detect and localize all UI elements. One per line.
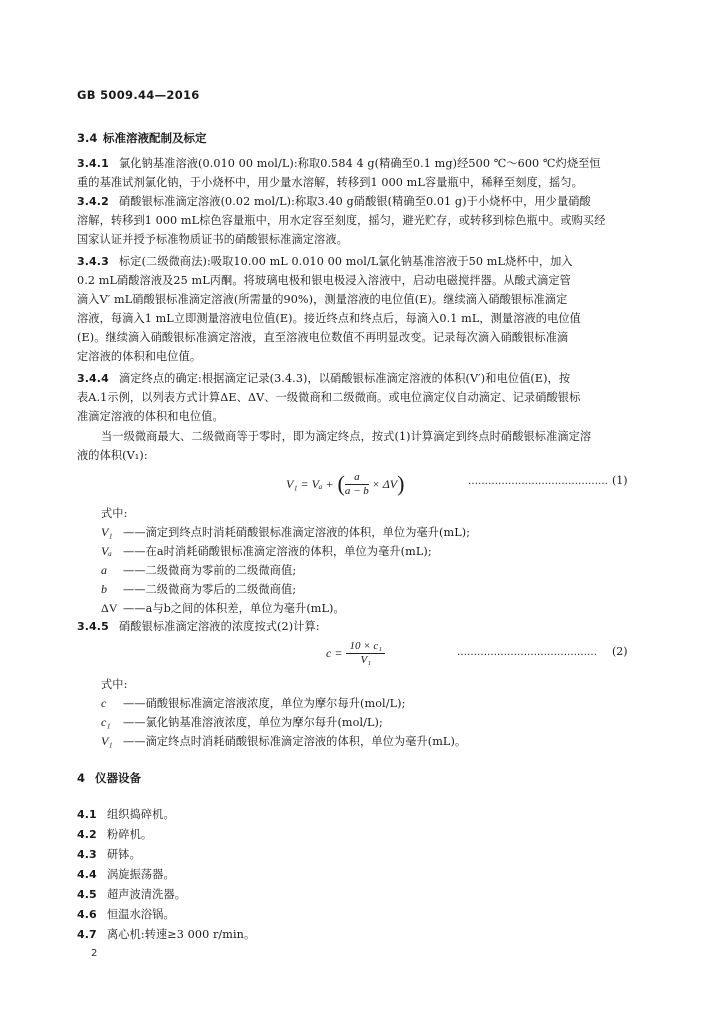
- formula-2-leader: ……………………………………: [457, 647, 597, 658]
- clause-number: 3.4.5: [77, 620, 109, 633]
- clause-3-4-3-line4: 溶液，每滴入1 mL立即测量溶液电位值(E)。接近终点和终点后，每滴入0.1 mL，测量溶液的电位值: [77, 312, 581, 325]
- variable-symbol: ΔV: [101, 601, 118, 615]
- variable-def-row: [101, 523, 470, 542]
- clause-3-4-4-line3: 准滴定溶液的体积和电位值。: [77, 410, 224, 423]
- variable-description: ——滴定到终点时消耗硝酸银标准滴定溶液的体积，单位为毫升(mL);: [123, 526, 471, 539]
- variable-symbol: V₁: [101, 734, 113, 748]
- clause-3-4-4-para2-line2: 液的体积(V₁):: [77, 449, 148, 462]
- item-text: 离心机:转速≥3 000 r/min。: [107, 928, 256, 941]
- formula-times: × ΔV: [371, 476, 398, 491]
- item-number: 4.7: [77, 928, 97, 941]
- item-text: 超声波清洗器。: [107, 888, 187, 901]
- equipment-item: [77, 926, 255, 944]
- item-number: 4.6: [77, 908, 97, 921]
- item-number: 4.3: [77, 848, 97, 861]
- item-text: 组织捣碎机。: [107, 808, 175, 821]
- clause-3-4-2-line3: 国家认证并授予标准物质证书的硝酸银标准滴定溶液。: [77, 233, 348, 246]
- formula-1-leader: ……………………………………: [468, 476, 608, 487]
- clause-3-4-4-para2-line1: 当一级微商最大、二级微商等于零时，即为滴定终点，按式(1)计算滴定到终点时硝酸银标准滴定溶: [101, 430, 592, 443]
- variable-def-row: [101, 599, 345, 618]
- fraction-numerator: a: [345, 471, 369, 485]
- clause-3-4-2-line1: [77, 193, 591, 211]
- clause-text: 滴定终点的确定:根据滴定记录(3.4.3)，以硝酸银标准滴定溶液的体积(V′)和电位值(E)，按: [119, 372, 571, 385]
- section-heading-3-4: [77, 130, 207, 146]
- page-number: 2: [91, 948, 98, 959]
- formula-2: [326, 636, 385, 670]
- variable-symbol: V₁: [101, 525, 113, 539]
- clause-text: 氯化钠基准溶液(0.010 00 mol/L):称取0.584 4 g(精确至0.1 mg)经500 ℃～600 ℃灼烧至恒: [119, 157, 601, 170]
- item-text: 粉碎机。: [107, 828, 153, 841]
- clause-text: 硝酸银标准滴定溶液(0.02 mol/L):称取3.40 g硝酸银(精确至0.01 g)于小烧杯中，用少量硝酸: [119, 195, 591, 208]
- variable-def-row: [101, 713, 383, 732]
- variable-description: ——滴定终点时消耗硝酸银标准滴定溶液的体积，单位为毫升(mL)。: [123, 735, 467, 748]
- standard-code: GB 5009.44—2016: [77, 88, 200, 102]
- clause-3-4-3-line5: (E)。继续滴入硝酸银标准滴定溶液，直至溶液电位数值不再明显改变。记录每次滴入硝酸银标准滴: [77, 331, 569, 344]
- formula-lhs: V₁ = Vₐ +: [286, 476, 334, 491]
- variable-symbol: a: [101, 563, 108, 577]
- item-number: 4.1: [77, 808, 97, 821]
- variable-def-row: [101, 561, 296, 580]
- clause-number: 3.4.4: [77, 372, 109, 385]
- section-number: 3.4: [77, 131, 98, 145]
- formula-lhs: c =: [326, 645, 343, 660]
- variable-description: ——在a时消耗硝酸银标准滴定溶液的体积，单位为毫升(mL);: [123, 545, 432, 558]
- variable-description: ——a与b之间的体积差，单位为毫升(mL)。: [123, 602, 345, 615]
- clause-number: 3.4.3: [77, 255, 109, 268]
- item-number: 4.4: [77, 868, 97, 881]
- item-number: 4.5: [77, 888, 97, 901]
- clause-3-4-3-line1: [77, 253, 573, 271]
- equipment-item: [77, 846, 141, 864]
- clause-3-4-4-line2: 表A.1示例，以列表方式计算ΔE、ΔV、一级微商和二级微商。或电位滴定仪自动滴定、记录硝酸银标: [77, 391, 581, 404]
- variable-symbol: c: [101, 696, 107, 710]
- fraction: [345, 471, 369, 498]
- fraction: [346, 640, 385, 667]
- variable-def-row: [101, 694, 405, 713]
- clause-3-4-5-line1: [77, 618, 320, 636]
- variable-symbol: c₁: [101, 715, 111, 729]
- variable-def-row: [101, 732, 466, 751]
- equipment-item: [77, 906, 175, 924]
- variable-symbol: Vₐ: [101, 544, 113, 558]
- equipment-item: [77, 806, 175, 824]
- fraction-numerator: 10 × c₁: [346, 640, 385, 654]
- variable-def-row: [101, 580, 296, 599]
- section-title: 标准溶液配制及标定: [103, 131, 207, 145]
- formula-1: [286, 466, 404, 502]
- equipment-item: [77, 866, 175, 884]
- fraction-denominator: V₁: [360, 653, 372, 666]
- item-text: 恒温水浴锅。: [107, 908, 175, 921]
- equipment-item: [77, 886, 186, 904]
- clause-number: 3.4.2: [77, 195, 109, 208]
- section-title: 仪器设备: [95, 771, 141, 785]
- where-label-2: 式中:: [101, 678, 128, 691]
- clause-3-4-2-line2: 溶解，转移到1 000 mL棕色容量瓶中，用水定容至刻度，摇匀，避光贮存，或转移到棕色瓶中。或购买经: [77, 214, 606, 227]
- clause-3-4-3-line3: 滴入V′ mL硝酸银标准滴定溶液(所需量的90%)，测量溶液的电位值(E)。继续滴入硝酸银标准滴定: [77, 293, 568, 306]
- variable-description: ——氯化钠基准溶液浓度，单位为摩尔每升(mol/L);: [123, 716, 383, 729]
- variable-description: ——硝酸银标准滴定溶液浓度，单位为摩尔每升(mol/L);: [123, 697, 406, 710]
- clause-text: 硝酸银标准滴定溶液的浓度按式(2)计算:: [119, 620, 320, 633]
- item-text: 研钵。: [107, 848, 141, 861]
- equipment-item: [77, 826, 152, 844]
- clause-3-4-4-line1: [77, 370, 570, 388]
- clause-3-4-3-line2: 0.2 mL硝酸溶液及25 mL丙酮。将玻璃电极和银电极浸入溶液中，启动电磁搅拌器。从酸式滴定管: [77, 274, 571, 287]
- section-heading-4: [77, 770, 141, 786]
- right-paren: ): [397, 471, 405, 496]
- item-text: 涡旋振荡器。: [107, 868, 175, 881]
- variable-symbol: b: [101, 582, 108, 596]
- clause-3-4-1-line1: [77, 155, 601, 173]
- variable-description: ——二级微商为零前的二级微商值;: [123, 564, 297, 577]
- left-paren: (: [337, 471, 345, 496]
- fraction-denominator: a − b: [344, 484, 369, 497]
- item-number: 4.2: [77, 828, 97, 841]
- clause-3-4-1-line2: 重的基准试剂氯化钠，于小烧杯中，用少量水溶解，转移到1 000 mL容量瓶中，稀释至刻度，摇匀。: [77, 176, 583, 189]
- formula-2-number: (2): [612, 645, 628, 658]
- variable-def-row: [101, 542, 432, 561]
- formula-1-number: (1): [612, 474, 628, 487]
- clause-3-4-3-line6: 定溶液的体积和电位值。: [77, 350, 202, 363]
- where-label-1: 式中:: [101, 507, 128, 520]
- clause-text: 标定(二级微商法):吸取10.00 mL 0.010 00 mol/L氯化钠基准溶液于50 mL烧杯中，加入: [119, 255, 573, 268]
- variable-description: ——二级微商为零后的二级微商值;: [123, 583, 297, 596]
- clause-number: 3.4.1: [77, 157, 109, 170]
- section-number: 4: [77, 771, 86, 785]
